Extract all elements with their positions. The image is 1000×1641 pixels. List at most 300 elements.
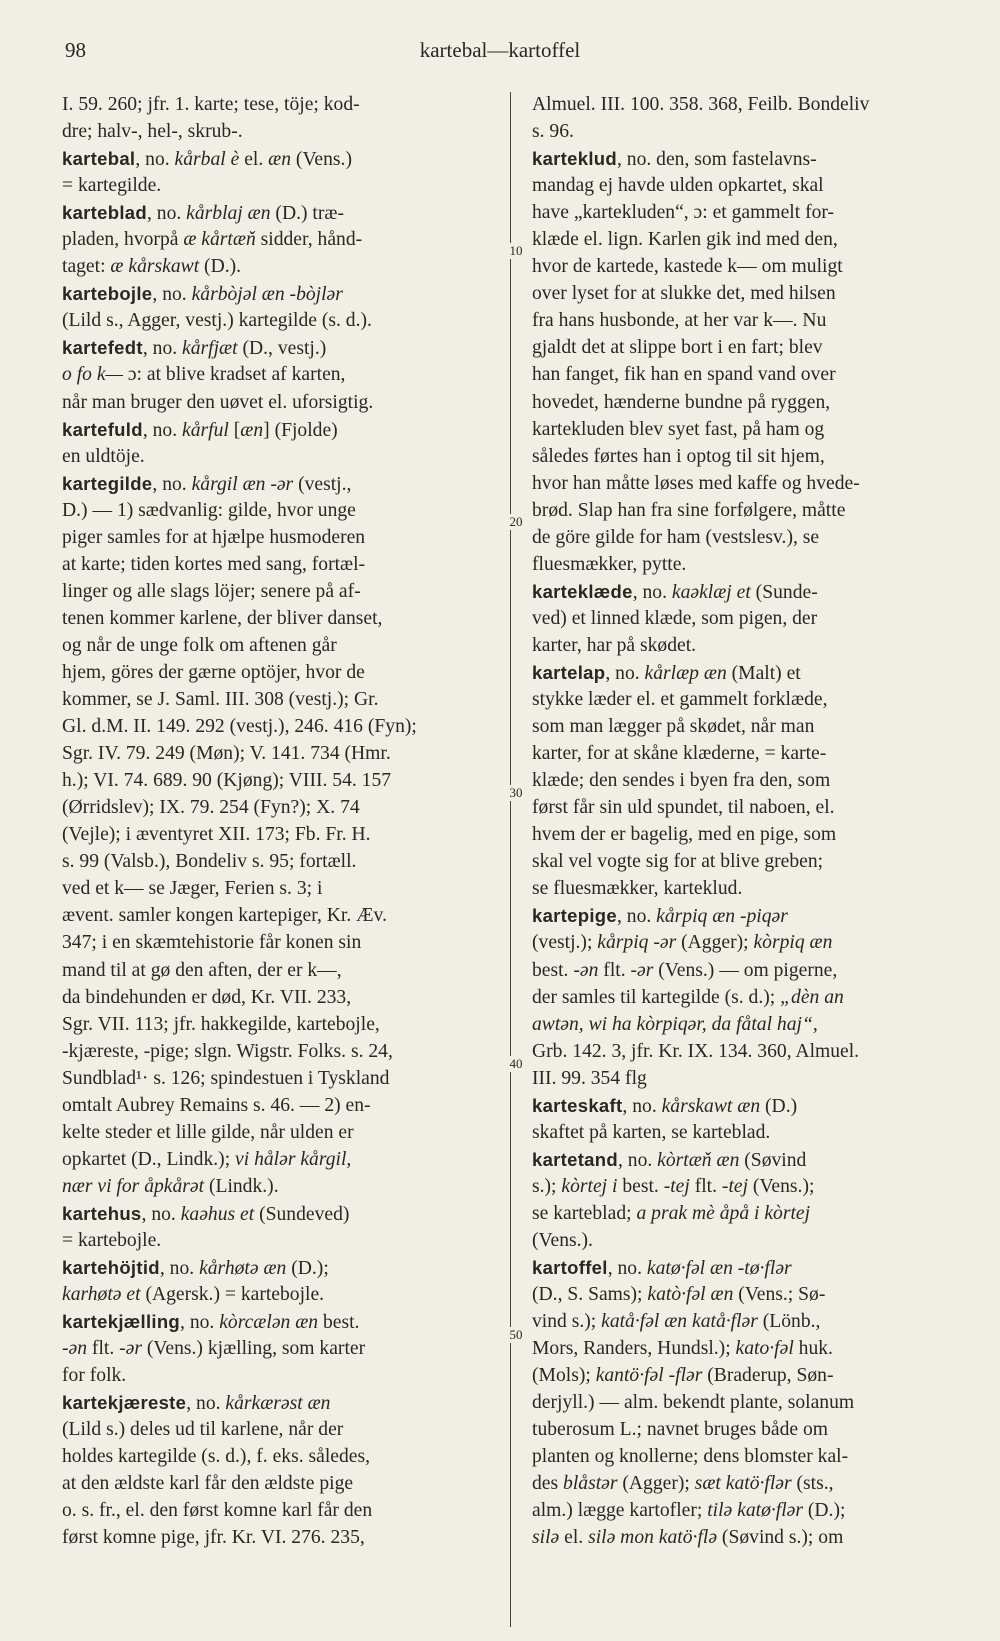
text-run: (Vens.) kjælling, som karter — [142, 1338, 366, 1360]
text-line — [532, 361, 964, 388]
phonetic-form: kòrcælən æn — [219, 1312, 319, 1334]
text-run: = kartebojle. — [62, 1229, 162, 1251]
text-run: D.) — 1) sædvanlig: gilde, hvor unge — [62, 499, 356, 521]
text-line — [62, 524, 494, 551]
text-run: hvem der er bagelig, med en pige, som — [532, 824, 837, 846]
text-line — [532, 118, 964, 145]
phonetic-form: kårful — [182, 419, 229, 441]
text-line — [532, 334, 964, 361]
text-run: (sts., — [791, 1473, 834, 1495]
phonetic-form: æn — [268, 149, 292, 171]
text-run: s. 96. — [532, 121, 574, 143]
headword: karteklud — [532, 148, 617, 170]
text-run: de göre gilde for ham (vestslesv.), se — [532, 526, 820, 548]
phonetic-form: kaəhus et — [180, 1203, 255, 1225]
phonetic-form: æn — [240, 419, 264, 441]
text-run: huk. — [793, 1338, 833, 1360]
text-run: (Ørridslev); IX. 79. 254 (Fyn?); X. 74 — [62, 797, 360, 819]
phonetic-form: kårlæp æn — [644, 662, 727, 684]
text-line — [532, 848, 964, 875]
text-line — [532, 1308, 964, 1335]
line-number: 50 — [502, 1327, 530, 1343]
text-line — [62, 497, 494, 524]
text-line — [62, 605, 494, 632]
phonetic-form: o fo k— — [62, 364, 123, 386]
text-run: alm.) lægge kartofler; — [532, 1500, 708, 1522]
text-line — [62, 875, 494, 902]
text-run: ved) et linned klæde, som pigen, der — [532, 607, 818, 629]
text-run: (D.); — [802, 1500, 846, 1522]
headword: kartepige — [532, 905, 617, 927]
text-run: klæde el. lign. Karlen gik ind med den, — [532, 229, 838, 251]
text-run: først komne pige, jfr. Kr. VI. 276. 235, — [62, 1527, 365, 1549]
left-column — [62, 91, 494, 1552]
headword: kartefuld — [62, 418, 143, 440]
text-run: Gl. d.M. II. 149. 292 (vestj.), 246. 416 (Fyn); — [62, 716, 417, 738]
text-run: (vestj.); — [532, 932, 598, 954]
text-line — [532, 1524, 964, 1551]
text-run: (Sundeved) — [254, 1203, 350, 1225]
phonetic-form: tilə katø·flər — [707, 1500, 803, 1522]
text-line — [532, 91, 964, 118]
text-line — [62, 91, 494, 118]
phonetic-form: sæt katö·flər — [694, 1473, 792, 1495]
column-divider — [510, 92, 511, 1627]
text-run: el. — [559, 1527, 589, 1549]
text-line — [62, 578, 494, 605]
phonetic-form: kårskawt æn — [661, 1095, 761, 1117]
text-line — [532, 605, 964, 632]
text-run: over lyset for at slukke det, med hilsen — [532, 283, 836, 305]
text-run: = kartegilde. — [62, 175, 162, 197]
text-run: Sgr. VII. 113; jfr. hakkegilde, kartebojle, — [62, 1013, 380, 1035]
text-run: (Agersk.) = kartebojle. — [140, 1284, 325, 1306]
text-line — [532, 1443, 964, 1470]
text-line — [62, 984, 494, 1011]
text-line — [532, 1227, 964, 1254]
text-line — [532, 551, 964, 578]
text-line — [62, 1443, 494, 1470]
text-run: flt. — [87, 1338, 120, 1360]
text-run: (Vens.) — [291, 149, 352, 171]
text-line — [62, 443, 494, 470]
text-line — [62, 1227, 494, 1254]
text-run: (Vejle); i æventyret XII. 173; Fb. Fr. H. — [62, 824, 371, 846]
phonetic-form: -ən — [62, 1338, 88, 1360]
text-line — [62, 1524, 494, 1551]
text-run: kommer, se J. Saml. III. 308 (vestj.); Gr. — [62, 689, 379, 711]
text-run: piger samles for at hjælpe husmoderen — [62, 526, 366, 548]
text-run: I. 59. 260; jfr. 1. karte; tese, töje; kod- — [62, 94, 360, 115]
text-run: , no. — [617, 1149, 658, 1171]
text-line — [532, 1038, 964, 1065]
text-line — [62, 659, 494, 686]
text-run: (Vens.) — om pigerne, — [653, 959, 838, 981]
text-line — [62, 1389, 494, 1416]
text-run: , no. — [616, 906, 657, 928]
phonetic-form: -ən — [573, 959, 599, 981]
text-line — [62, 361, 494, 388]
text-line — [62, 551, 494, 578]
text-run: at karte; tiden kortes med sang, fortæl- — [62, 553, 366, 575]
text-run: karter, har på skødet. — [532, 634, 697, 656]
text-run: karter, for at skåne klæderne, = karte- — [532, 743, 827, 765]
headword: kartoffel — [532, 1257, 608, 1279]
phonetic-form: kòrpiq æn — [753, 932, 833, 954]
phonetic-form: a prak mè åpå i kòrtej — [636, 1202, 811, 1224]
phonetic-form: nær vi for åpkårət — [62, 1175, 205, 1197]
text-run: kartekluden blev syet fast, på ham og — [532, 418, 825, 440]
text-run: se fluesmækker, karteklud. — [532, 878, 743, 900]
text-line — [532, 470, 964, 497]
text-line — [532, 1011, 964, 1038]
text-run: , no. — [605, 662, 645, 684]
text-run: hjem, göres der gærne optöjer, hvor de — [62, 661, 365, 683]
text-line — [62, 470, 494, 497]
text-line — [62, 1308, 494, 1335]
phonetic-form: kòrtæň æn — [657, 1149, 740, 1171]
text-run: , no. den, som fastelavns- — [616, 149, 817, 171]
text-run: Mors, Randers, Hundsl.); — [532, 1338, 736, 1360]
text-line — [532, 226, 964, 253]
text-run: (Lild s.) deles ud til karlene, når der — [62, 1419, 344, 1441]
text-run: brød. Slap han fra sine forfølgere, måtte — [532, 499, 846, 521]
phonetic-form: kårpiq -ər — [597, 932, 677, 954]
headword: kartehöjtid — [62, 1257, 160, 1279]
text-line — [62, 821, 494, 848]
phonetic-form: blåstər — [563, 1473, 618, 1495]
text-line — [62, 632, 494, 659]
text-run: (Vens.; Sø- — [733, 1284, 826, 1306]
text-line — [62, 280, 494, 307]
text-run: (Søvind — [739, 1149, 807, 1171]
text-run: , no. — [135, 149, 175, 171]
text-run: Sgr. IV. 79. 249 (Møn); V. 141. 734 (Hmr. — [62, 743, 391, 765]
text-line — [62, 1173, 494, 1200]
text-run: best. — [617, 1175, 664, 1197]
text-line — [532, 172, 964, 199]
text-line — [62, 1092, 494, 1119]
text-line — [62, 307, 494, 334]
text-run: stykke læder el. et gammelt forklæde, — [532, 689, 828, 711]
phonetic-form: æ kårtæň — [183, 229, 256, 251]
phonetic-form: katò·fəl æn — [647, 1284, 734, 1306]
phonetic-form: kårkærəst æn — [225, 1393, 331, 1415]
text-run: (Vens.). — [532, 1229, 593, 1251]
line-number: 30 — [502, 785, 530, 801]
phonetic-form: karhøtə et — [62, 1284, 141, 1306]
text-line — [62, 929, 494, 956]
text-line — [532, 578, 964, 605]
text-run: opkartet (D., Lindk.); — [62, 1148, 236, 1170]
text-run: , no. — [622, 1095, 662, 1117]
text-run: , no. — [142, 338, 183, 360]
text-run: sidder, hånd- — [255, 229, 363, 251]
text-line — [62, 686, 494, 713]
text-run: at den ældste karl får den ældste pige — [62, 1473, 354, 1495]
text-run: da bindehunden er død, Kr. VII. 233, — [62, 986, 352, 1008]
text-line — [62, 1416, 494, 1443]
text-run: , no. — [152, 284, 192, 306]
text-line — [62, 226, 494, 253]
phonetic-form: kårblaj æn — [186, 203, 271, 225]
text-run: (Agger); — [617, 1473, 695, 1495]
text-line — [532, 1470, 964, 1497]
text-run: s. 99 (Valsb.), Bondeliv s. 95; fortæll. — [62, 851, 357, 873]
text-line — [62, 1011, 494, 1038]
line-number: 20 — [502, 514, 530, 530]
text-run: (D.) træ- — [270, 203, 344, 225]
text-line — [532, 253, 964, 280]
text-run: -kjæreste, -pige; slgn. Wigstr. Folks. s. 24, — [62, 1040, 393, 1062]
text-run: , no. — [632, 581, 672, 603]
text-run: (Sunde- — [750, 581, 818, 603]
text-run: (vestj., — [293, 473, 352, 495]
text-run: hvor de kartede, kastede k— om muligt — [532, 256, 843, 278]
text-run: (Søvind s.); om — [717, 1527, 844, 1549]
headword: karteskaft — [532, 1094, 623, 1116]
text-line — [532, 1416, 964, 1443]
text-run: ved et k— se Jæger, Ferien s. 3; i — [62, 878, 323, 900]
text-line — [62, 1335, 494, 1362]
text-line — [62, 1470, 494, 1497]
text-run: klæde; den sendes i byen fra den, som — [532, 770, 831, 792]
text-line — [532, 740, 964, 767]
text-run: mandag ej havde ulden opkartet, skal — [532, 175, 824, 197]
text-run: tuberosum L.; navnet bruges både om — [532, 1419, 829, 1441]
text-line — [62, 389, 494, 416]
text-run: han fanget, fik han en spand vand over — [532, 364, 836, 386]
text-run: [ — [228, 419, 241, 441]
headword: kartekjæreste — [62, 1392, 187, 1414]
text-line — [62, 334, 494, 361]
text-run: have „kartekluden“, ɔ: et gammelt for- — [532, 202, 835, 224]
phonetic-form: kårbòjəl æn -bòjlər — [191, 284, 343, 306]
text-run: , no. — [159, 1258, 200, 1280]
text-run: taget: — [62, 256, 111, 278]
text-run: holdes kartegilde (s. d.), f. eks. således, — [62, 1446, 370, 1468]
phonetic-form: kårfjæt — [182, 338, 238, 360]
phonetic-form: kårbal è — [174, 149, 240, 171]
text-line — [532, 145, 964, 172]
text-line — [532, 199, 964, 226]
text-run: vind s.); — [532, 1311, 602, 1333]
text-run: , no. — [146, 203, 187, 225]
phonetic-form: katå·fəl æn katå·flər — [601, 1311, 758, 1333]
text-line — [532, 389, 964, 416]
phonetic-form: -tej — [663, 1175, 690, 1197]
text-line — [62, 1038, 494, 1065]
phonetic-form: -ər — [119, 1338, 142, 1360]
text-run: 347; i en skæmtehistorie får konen sin — [62, 932, 362, 954]
text-run: Sundblad¹· s. 126; spindestuen i Tyskland — [62, 1067, 390, 1089]
text-line — [62, 1281, 494, 1308]
text-run: pladen, hvorpå — [62, 229, 184, 251]
text-run: en uldtöje. — [62, 445, 145, 467]
phonetic-form: kårpiq æn -piqər — [656, 906, 788, 928]
line-number: 10 — [502, 243, 530, 259]
text-run: s.); — [532, 1175, 562, 1197]
phonetic-form: kårgil æn -ər — [191, 473, 294, 495]
text-line — [532, 902, 964, 929]
text-run: des — [532, 1473, 564, 1495]
text-run: skal vel vogte sig for at blive greben; — [532, 851, 824, 873]
phonetic-form: kårhøtə æn — [199, 1258, 287, 1280]
text-run: som man lægger på skødet, når man — [532, 716, 815, 738]
text-line — [532, 929, 964, 956]
text-line — [62, 1254, 494, 1281]
text-line — [532, 713, 964, 740]
text-line — [532, 1281, 964, 1308]
text-run: (Vens.); — [748, 1175, 815, 1197]
phonetic-form: æ kårskawt — [110, 256, 200, 278]
text-line — [532, 957, 964, 984]
phonetic-form: -tej — [721, 1175, 749, 1197]
text-run: (Malt) et — [726, 662, 801, 684]
text-run: best. — [532, 959, 574, 981]
text-run: planten og knollerne; dens blomster kal- — [532, 1446, 849, 1468]
text-run: ɔ: at blive kradset af karten, — [122, 364, 346, 386]
text-line — [532, 632, 964, 659]
text-line — [532, 1119, 964, 1146]
text-run: , no. — [141, 1203, 181, 1225]
text-run: (D.) — [760, 1095, 798, 1117]
headword: kartekjælling — [62, 1311, 181, 1333]
text-run: tenen kommer karlene, der bliver danset, — [62, 607, 383, 629]
text-line — [532, 984, 964, 1011]
text-line — [62, 1065, 494, 1092]
text-line — [532, 280, 964, 307]
text-line — [532, 875, 964, 902]
text-run: se karteblad; — [532, 1202, 637, 1224]
text-line — [532, 1092, 964, 1119]
text-run: o. s. fr., el. den først komne karl får den — [62, 1500, 373, 1522]
headword: kartebojle — [62, 283, 153, 305]
text-line — [532, 659, 964, 686]
text-line — [532, 1173, 964, 1200]
headword: kartehus — [62, 1202, 142, 1224]
phonetic-form: -ər — [630, 959, 654, 981]
text-run: (Braderup, Søn- — [702, 1365, 834, 1387]
text-line — [62, 199, 494, 226]
text-run: linger og alle slags löjer; senere på af- — [62, 580, 361, 602]
text-line — [62, 172, 494, 199]
text-line — [62, 794, 494, 821]
text-run: , no. — [180, 1312, 220, 1334]
text-run: flt. — [598, 959, 631, 981]
text-run: (Lönb., — [757, 1311, 821, 1333]
text-line — [62, 1146, 494, 1173]
text-run: først får sin uld spundet, til naboen, el. — [532, 797, 835, 819]
text-line — [62, 848, 494, 875]
text-run: (Lindk.). — [204, 1175, 279, 1197]
text-line — [532, 1389, 964, 1416]
text-run: der samles til kartegilde (s. d.); — [532, 986, 781, 1008]
text-run: omtalt Aubrey Remains s. 46. — 2) en- — [62, 1094, 371, 1116]
text-line — [532, 686, 964, 713]
text-line — [532, 1497, 964, 1524]
text-run: hvor han måtte løses med kaffe og hvede- — [532, 472, 860, 494]
text-line — [532, 1254, 964, 1281]
text-run: når man bruger den uøvet el. uforsigtig. — [62, 391, 374, 413]
text-line — [532, 1146, 964, 1173]
text-line — [62, 253, 494, 280]
text-line — [532, 1200, 964, 1227]
text-run: el. — [239, 149, 269, 171]
text-line — [62, 1200, 494, 1227]
text-line — [532, 443, 964, 470]
text-run: , no. — [186, 1393, 226, 1415]
running-title: kartebal—kartoffel — [419, 38, 581, 62]
text-line — [62, 1119, 494, 1146]
text-line — [62, 145, 494, 172]
text-line — [62, 957, 494, 984]
text-line — [532, 821, 964, 848]
text-run: h.); VI. 74. 689. 90 (Kjøng); VIII. 54. 157 — [62, 770, 392, 792]
text-line — [62, 740, 494, 767]
text-line — [62, 1362, 494, 1389]
phonetic-form: kantö·fəl -flər — [595, 1365, 703, 1387]
text-line — [62, 118, 494, 145]
headword: kartetand — [532, 1148, 618, 1170]
text-line — [62, 767, 494, 794]
text-line — [532, 767, 964, 794]
text-run: fluesmækker, pytte. — [532, 553, 687, 575]
text-run: fra hans husbonde, at her var k—. Nu — [532, 310, 827, 332]
text-run: (Agger); — [676, 932, 754, 954]
text-line — [532, 307, 964, 334]
text-line — [532, 1335, 964, 1362]
text-line — [532, 524, 964, 551]
text-line — [532, 794, 964, 821]
text-run: dre; halv-, hel-, skrub-. — [62, 121, 243, 143]
text-run: (Mols); — [532, 1365, 596, 1387]
text-run: flt. — [689, 1175, 722, 1197]
phonetic-form: kòrtej i — [561, 1175, 618, 1197]
text-run: gjaldt det at slippe bort i en fart; blev — [532, 337, 823, 359]
headword: kartegilde — [62, 472, 153, 494]
text-line — [62, 1497, 494, 1524]
text-run: (D.); — [286, 1258, 329, 1280]
text-line — [62, 902, 494, 929]
phonetic-form: „dèn an — [780, 986, 844, 1008]
phonetic-form: kaəklæj et — [671, 581, 751, 603]
phonetic-form: awtən, wi ha kòrpiqər, da fåtal haj“, — [532, 1013, 818, 1035]
text-line — [532, 416, 964, 443]
headword: kartebal — [62, 148, 136, 170]
text-run: (D.). — [199, 256, 242, 278]
phonetic-form: kato·fəl — [735, 1338, 794, 1360]
text-run: skaftet på karten, se karteblad. — [532, 1121, 771, 1143]
phonetic-form: katø·fəl æn -tø·flər — [646, 1258, 792, 1280]
headword: karteklæde — [532, 580, 633, 602]
text-run: , no. — [142, 419, 183, 441]
text-run: mand til at gø den aften, der er k—, — [62, 959, 342, 981]
text-run: best. — [318, 1312, 360, 1334]
right-column — [532, 91, 964, 1552]
text-run: ævent. samler kongen kartepiger, Kr. Æv. — [62, 905, 387, 927]
text-run: III. 99. 354 flg — [532, 1067, 647, 1089]
text-line — [62, 416, 494, 443]
text-run: således førtes han i optog til sit hjem, — [532, 445, 825, 467]
headword: kartelap — [532, 661, 606, 683]
text-run: for folk. — [62, 1365, 127, 1387]
text-run: (D., vestj.) — [237, 338, 327, 360]
line-number: 40 — [502, 1056, 530, 1072]
text-run: , no. — [152, 473, 192, 495]
text-run: og når de unge folk om aftenen går — [62, 634, 337, 656]
phonetic-form: silə mon katö·flə — [588, 1527, 718, 1549]
